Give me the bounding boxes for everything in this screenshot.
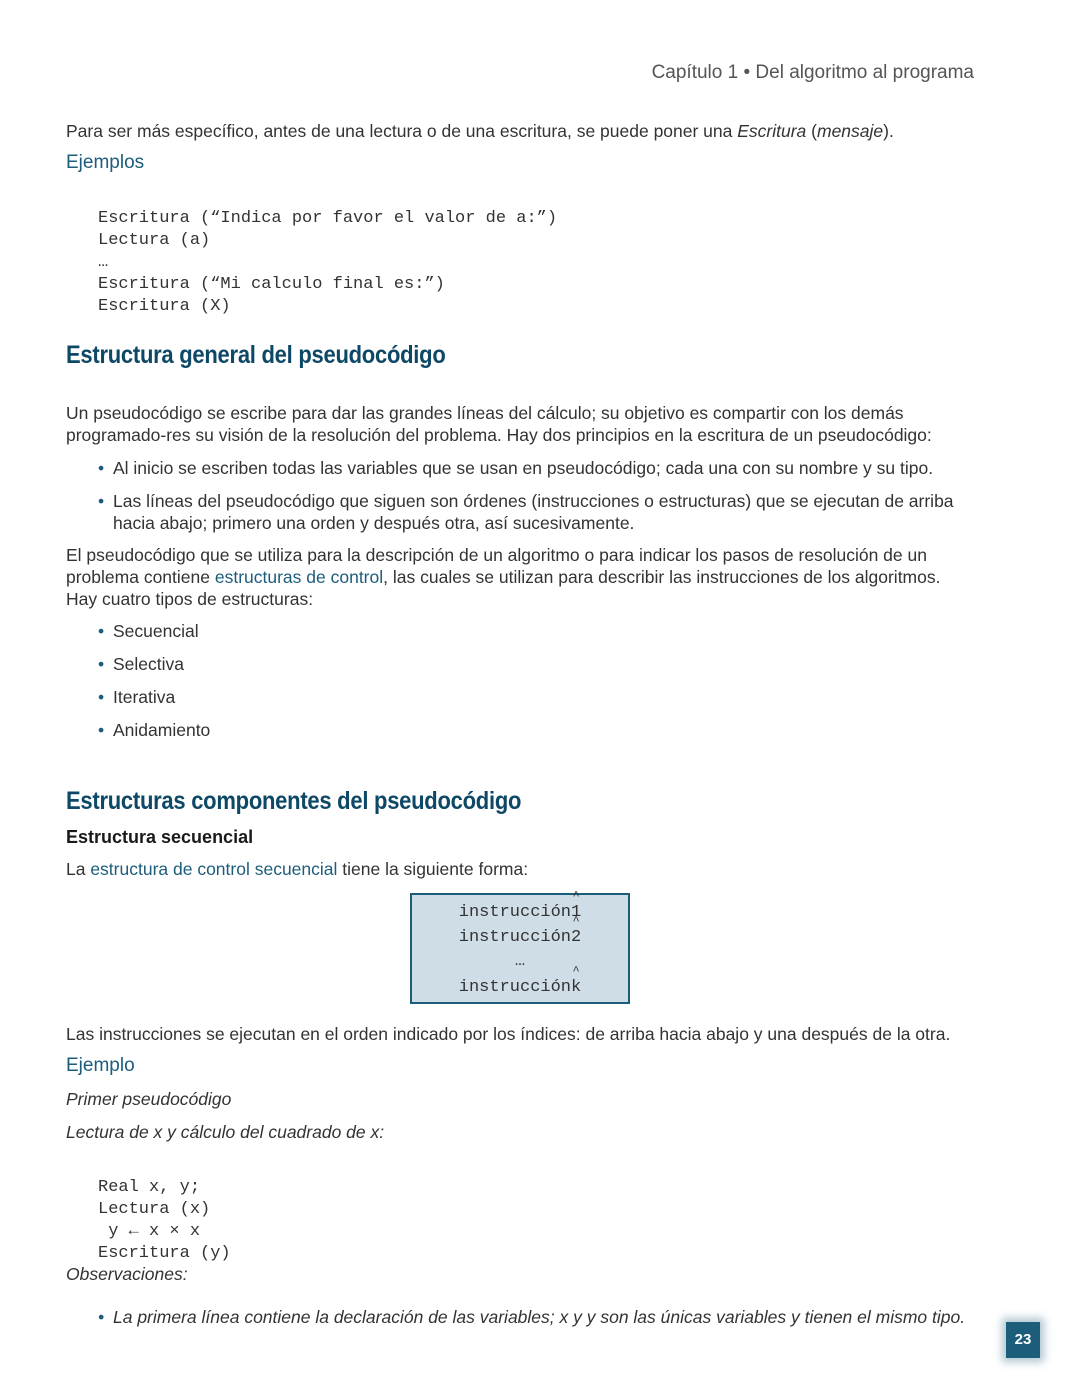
box-instruction-text: instrucción — [458, 978, 571, 997]
intro-text: Para ser más específico, antes de una lectura o de una escritura, se puede poner una — [66, 121, 738, 141]
list-item: • Al inicio se escriben todas las variables que se usan en pseudocódigo; cada una con su nombre y su tipo. — [98, 457, 976, 479]
list-item: • Las líneas del pseudocódigo que siguen son órdenes (instrucciones o estructuras) que se ejecutan de arriba hacia abajo; primero una orden y después otra, así sucesivamente. — [98, 490, 976, 534]
list-item: • Selectiva — [98, 653, 976, 675]
code-line: Escritura (“Indica por favor el valor de a:”) — [98, 209, 558, 228]
subsection-title-secuencial: Estructura secuencial — [66, 827, 254, 847]
box-index: 2 ^ — [571, 928, 581, 947]
after-box-paragraph: Las instrucciones se ejecutan en el orden indicado por los índices: de arriba hacia abajo y una después de la otra. — [66, 1024, 951, 1044]
box-line-1 — [412, 903, 628, 922]
section-title-components: Estructuras componentes del pseudocódigo — [66, 787, 522, 815]
box-line-ellipsis: … — [514, 952, 526, 971]
intro-text-end: ). — [883, 121, 894, 141]
code-line: Real x, y; — [98, 1178, 201, 1197]
list-item: • La primera línea contiene la declaración de las variables; x y y son las únicas variables y tienen el mismo tipo. — [98, 1306, 976, 1328]
code-line: … — [98, 253, 109, 272]
code-line: Escritura (“Mi calculo final es:”) — [98, 275, 445, 294]
ejemplos-label: Ejemplos — [66, 152, 145, 173]
ejemplo-label: Ejemplo — [66, 1055, 135, 1076]
code-block-1 — [98, 186, 557, 340]
box-index: 1 ^ — [571, 903, 581, 922]
sequential-structure-box — [410, 893, 630, 1004]
list-item: • Anidamiento — [98, 719, 976, 741]
observaciones-list — [98, 1306, 976, 1328]
code-line: Lectura (a) — [98, 231, 211, 250]
secuencial-text: La — [66, 859, 91, 879]
box-line-k — [412, 978, 628, 997]
secuencial-intro — [66, 858, 976, 880]
chapter-header: Capítulo 1 • Del algoritmo al programa — [651, 62, 974, 83]
section1-paragraph-2 — [66, 544, 976, 610]
section-title-general: Estructura general del pseudocódigo — [66, 341, 446, 369]
para2-text: El pseudocódigo que se utiliza para la descripción de un algoritmo o para indicar los pasos de resolución de un problema contiene — [66, 545, 927, 587]
estructuras-de-control-term: estructuras de control — [214, 567, 384, 587]
code-line: Lectura (x) — [98, 1200, 211, 1219]
code-line: Escritura (y) — [98, 1244, 231, 1263]
para2-text-end: , las cuales se utilizan para describir las instrucciones de los algoritmos. Hay cuatro tipos de estructuras: — [66, 567, 941, 609]
intro-italic-mensaje: mensaje — [817, 121, 884, 141]
page-number: 23 — [1006, 1322, 1040, 1358]
box-line-2 — [412, 928, 628, 947]
estructura-secuencial-term: estructura de control secuencial — [90, 859, 338, 879]
intro-italic-escritura: Escritura — [737, 121, 807, 141]
box-index: k ^ — [571, 978, 581, 997]
list-item: • Iterativa — [98, 686, 976, 708]
box-instruction-text: instrucción — [458, 928, 571, 947]
box-instruction-text: instrucción — [458, 903, 571, 922]
primer-pseudocodigo: Primer pseudocódigo — [66, 1089, 232, 1109]
observaciones-label: Observaciones: — [66, 1264, 188, 1284]
intro-paragraph — [66, 120, 976, 142]
structure-types-list — [98, 620, 976, 741]
secuencial-text-end: tiene la siguiente forma: — [337, 859, 529, 879]
intro-text-mid: ( — [806, 121, 817, 141]
principles-list — [98, 457, 976, 534]
lectura-description: Lectura de x y cálculo del cuadrado de x: — [66, 1122, 385, 1142]
list-item: • Secuencial — [98, 620, 976, 642]
section1-paragraph-1: Un pseudocódigo se escribe para dar las grandes líneas del cálculo; su objetivo es compartir con los demás programado-res su visión de la resolución del problema. Hay dos principios en la escritura de un pseudocódigo: — [66, 403, 932, 445]
code-line: y ← x × x — [98, 1222, 201, 1241]
code-line: Escritura (X) — [98, 297, 231, 316]
